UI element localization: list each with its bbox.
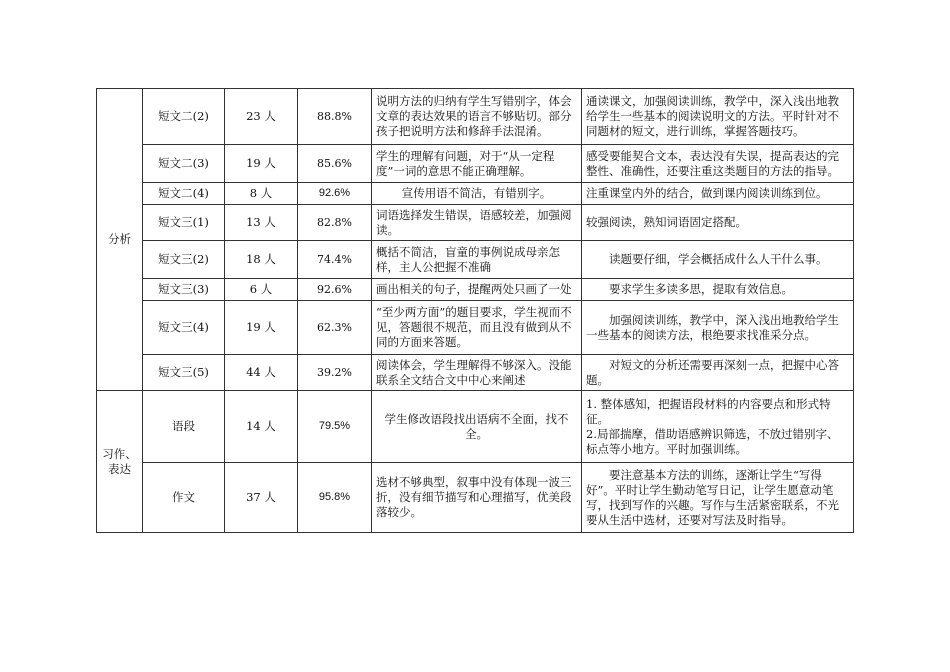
reason-cell: 词语选择发生错误，语感较差，加强阅读。 [372, 205, 582, 241]
table-row [97, 89, 854, 145]
item-cell: 短文二(3) [143, 145, 225, 183]
table-row [97, 205, 854, 241]
item-cell: 短文二(4) [143, 183, 225, 205]
measure-cell: 要注意基本方法的训练，逐渐让学生“写得好”。平时让学生勤动笔写日记，让学生愿意动笔写，找到写作的兴趣。写作与生活紧密联系，不光要从生活中选材，还要对写法及时指导。 [582, 463, 854, 533]
table-row [97, 183, 854, 205]
rate-cell: 79.5% [298, 391, 372, 463]
reason-cell: 阅读体会，学生理解得不够深入。没能联系全文结合文中中心来阐述 [372, 355, 582, 391]
rate-cell: 92.6% [298, 183, 372, 205]
rate-cell: 62.3% [298, 301, 372, 355]
measure-line: 1. 整体感知，把握语段材料的内容要点和形式特征。 [586, 396, 831, 426]
rate-cell: 92.6% [298, 279, 372, 301]
item-cell: 短文三(1) [143, 205, 225, 241]
reason-cell: 学生修改语段找出语病不全面，找不全。 [372, 391, 582, 463]
reason-cell: 概括不简洁，盲童的事例说成母亲怎样，主人公把握不准确 [372, 241, 582, 279]
table-row [97, 355, 854, 391]
table-row [97, 391, 854, 463]
measure-cell: 感受要能契合文本，表达没有失误，提高表达的完整性、准确性，还要注重这类题目的方法的指导。 [582, 145, 854, 183]
reason-cell: “至少两方面”的题目要求，学生视而不见，答题很不规范，而且没有做到从不同的方面来答题。 [372, 301, 582, 355]
rate-cell: 95.8% [298, 463, 372, 533]
count-cell: 14 人 [225, 391, 298, 463]
measure-line: 2.局部揣摩，借助语感辨识筛选，不放过错别字、标点等小地方。平时加强训练。 [586, 426, 839, 456]
measure-cell [582, 391, 854, 463]
measure-cell: 要求学生多读多思，提取有效信息。 [582, 279, 854, 301]
item-cell: 短文三(3) [143, 279, 225, 301]
reason-cell: 画出相关的句子，提醒两处只画了一处 [372, 279, 582, 301]
count-cell: 19 人 [225, 301, 298, 355]
rate-cell: 88.8% [298, 89, 372, 145]
table-row [97, 301, 854, 355]
reason-cell: 学生的理解有问题，对于“从一定程度”一词的意思不能正确理解。 [372, 145, 582, 183]
item-cell: 短文三(2) [143, 241, 225, 279]
count-cell: 18 人 [225, 241, 298, 279]
item-cell: 短文二(2) [143, 89, 225, 145]
count-cell: 19 人 [225, 145, 298, 183]
count-cell: 8 人 [225, 183, 298, 205]
measure-cell: 通读课文，加强阅读训练，教学中，深入浅出地教给学生一些基本的阅读说明文的方法。平时针对不同题材的短文，进行训练，掌握答题技巧。 [582, 89, 854, 145]
reason-cell: 选材不够典型，叙事中没有体现一波三折，没有细节描写和心理描写，优美段落较少。 [372, 463, 582, 533]
category-cell-writing: 习作、表达 [97, 391, 143, 533]
rate-cell: 39.2% [298, 355, 372, 391]
measure-cell: 注重课堂内外的结合，做到课内阅读训练到位。 [582, 183, 854, 205]
rate-cell: 85.6% [298, 145, 372, 183]
measure-cell: 加强阅读训练，教学中，深入浅出地教给学生一些基本的阅读方法，根绝要求找准采分点。 [582, 301, 854, 355]
table-row [97, 145, 854, 183]
count-cell: 6 人 [225, 279, 298, 301]
category-cell-analysis: 分析 [97, 89, 143, 391]
reason-cell: 宣传用语不简洁，有错别字。 [372, 183, 582, 205]
item-cell: 短文三(4) [143, 301, 225, 355]
table-row [97, 463, 854, 533]
item-cell: 语段 [143, 391, 225, 463]
count-cell: 37 人 [225, 463, 298, 533]
item-cell: 短文三(5) [143, 355, 225, 391]
count-cell: 13 人 [225, 205, 298, 241]
analysis-table [96, 88, 854, 533]
rate-cell: 74.4% [298, 241, 372, 279]
count-cell: 44 人 [225, 355, 298, 391]
measure-cell: 读题要仔细，学会概括成什么人干什么事。 [582, 241, 854, 279]
item-cell: 作文 [143, 463, 225, 533]
count-cell: 23 人 [225, 89, 298, 145]
table-row [97, 241, 854, 279]
measure-cell: 对短文的分析还需要再深刻一点，把握中心答题。 [582, 355, 854, 391]
table-row [97, 279, 854, 301]
reason-cell: 说明方法的归纳有学生写错别字，体会文章的表达效果的语言不够贴切。部分孩子把说明方法和修辞手法混淆。 [372, 89, 582, 145]
measure-cell: 较强阅读，熟知词语固定搭配。 [582, 205, 854, 241]
rate-cell: 82.8% [298, 205, 372, 241]
